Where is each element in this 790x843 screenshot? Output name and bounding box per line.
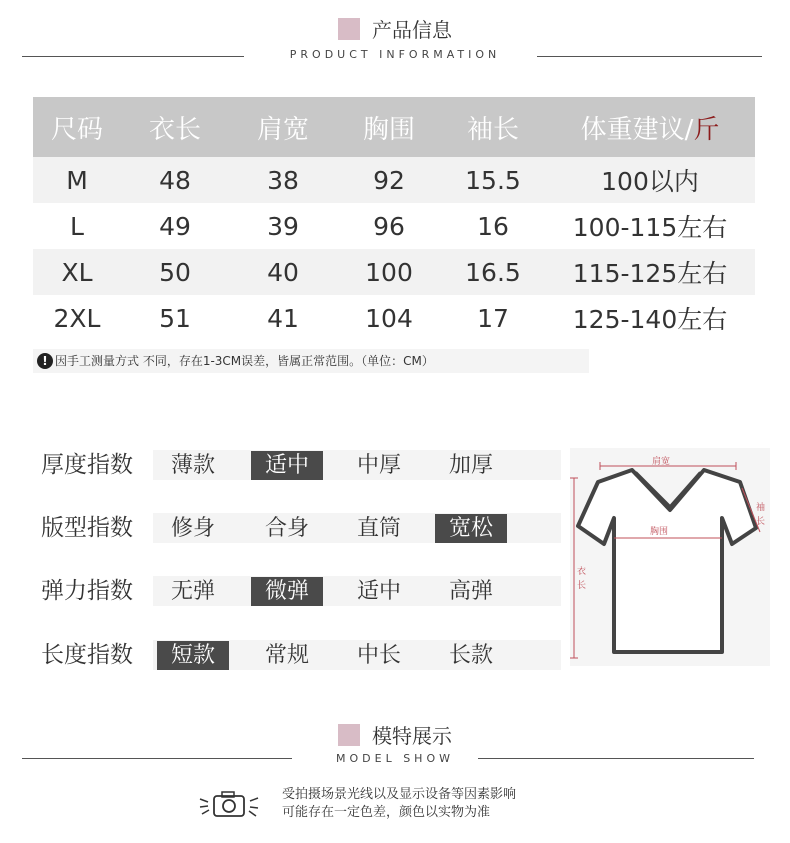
diagram-label-sleeve-a: 袖 — [756, 503, 766, 513]
index-row-length — [33, 638, 561, 672]
note-line-1: 受拍摄场景光线以及显示设备等因素影响 — [282, 787, 517, 802]
tshirt-diagram — [570, 448, 770, 666]
model-show-title — [0, 720, 790, 749]
table-cell: 100 — [337, 249, 441, 295]
index-label: 弹力指数 — [41, 578, 133, 604]
index-option: 适中 — [356, 579, 401, 604]
table-cell: 125-140左右 — [572, 305, 728, 334]
color-difference-note — [282, 786, 516, 822]
product-info-title-zh: 产品信息 — [372, 18, 452, 42]
table-cell: 40 — [229, 249, 337, 295]
index-label: 厚度指数 — [41, 452, 133, 478]
tshirt-icon — [570, 448, 770, 666]
accent-square — [338, 18, 360, 40]
table-cell: XL — [33, 249, 121, 295]
table-cell: 100-115左右 — [572, 213, 728, 242]
exclamation-icon: ! — [37, 353, 53, 369]
header-shoulder: 肩宽 — [229, 97, 337, 157]
model-show-title-zh: 模特展示 — [372, 724, 452, 748]
diagram-label-length-b: 长 — [577, 581, 587, 591]
product-info-title — [0, 14, 790, 43]
table-cell: M — [33, 157, 121, 203]
table-cell: 48 — [121, 157, 229, 203]
table-cell: 100以内 — [545, 157, 755, 203]
table-row — [33, 295, 755, 341]
index-option-selected: 短款 — [157, 641, 229, 670]
camera-icon — [198, 789, 268, 823]
table-cell: 92 — [337, 157, 441, 203]
table-cell: L — [70, 211, 84, 241]
index-row-fit — [33, 511, 561, 545]
table-row — [33, 203, 755, 249]
index-option-selected: 宽松 — [435, 514, 507, 543]
header-size: 尺码 — [33, 97, 121, 157]
table-cell: 17 — [477, 303, 509, 333]
table-cell: 39 — [267, 211, 299, 241]
diagram-label-sleeve-b: 长 — [756, 517, 766, 527]
table-cell: 15.5 — [441, 157, 545, 203]
measurement-note-text: 因手工测量方式 不同，存在1-3CM误差，皆属正常范围。（单位：CM） — [55, 354, 434, 368]
header-length: 衣长 — [121, 97, 229, 157]
table-cell: 38 — [229, 157, 337, 203]
note-line-2: 可能存在一定色差，颜色以实物为准 — [282, 805, 491, 820]
header-sleeve: 袖长 — [441, 97, 545, 157]
index-option: 无弹 — [170, 579, 215, 604]
index-label: 版型指数 — [41, 515, 133, 541]
header-weight — [545, 97, 755, 157]
table-cell: 104 — [365, 303, 413, 333]
model-show-title-en: MODEL SHOW — [336, 752, 454, 765]
index-row-elasticity — [33, 574, 561, 608]
index-option-selected: 适中 — [251, 451, 323, 480]
index-option: 直筒 — [356, 516, 401, 541]
table-cell: 96 — [373, 211, 405, 241]
table-cell: 51 — [159, 303, 191, 333]
index-option: 高弹 — [448, 579, 493, 604]
table-row — [33, 157, 755, 203]
header-chest: 胸围 — [337, 97, 441, 157]
measurement-note — [33, 349, 589, 373]
product-info-title-en: PRODUCT INFORMATION — [289, 48, 501, 61]
table-cell: 2XL — [53, 303, 101, 333]
index-option: 薄款 — [170, 453, 215, 478]
size-table-header — [33, 97, 755, 157]
index-option-selected: 微弹 — [251, 577, 323, 606]
header-weight-label: 体重建议/ — [580, 114, 694, 145]
table-cell: 41 — [267, 303, 299, 333]
index-option: 加厚 — [448, 453, 493, 478]
table-cell: 115-125左右 — [545, 249, 755, 295]
accent-square — [338, 724, 360, 746]
table-cell: 16 — [477, 211, 509, 241]
index-label: 长度指数 — [41, 642, 133, 668]
table-row — [33, 249, 755, 295]
diagram-label-shoulder: 肩宽 — [652, 457, 671, 467]
table-cell: 50 — [121, 249, 229, 295]
index-option: 中厚 — [356, 453, 401, 478]
index-option: 常规 — [264, 643, 309, 668]
index-option: 长款 — [448, 643, 493, 668]
diagram-label-chest: 胸围 — [650, 527, 669, 537]
size-table — [33, 97, 755, 341]
table-cell: 16.5 — [441, 249, 545, 295]
header-weight-unit: 斤 — [693, 114, 720, 145]
table-cell: 49 — [159, 211, 191, 241]
index-option: 中长 — [356, 643, 401, 668]
index-row-thickness — [33, 448, 561, 482]
index-option: 修身 — [170, 516, 215, 541]
index-option: 合身 — [264, 516, 309, 541]
diagram-label-length-a: 衣 — [577, 567, 587, 577]
